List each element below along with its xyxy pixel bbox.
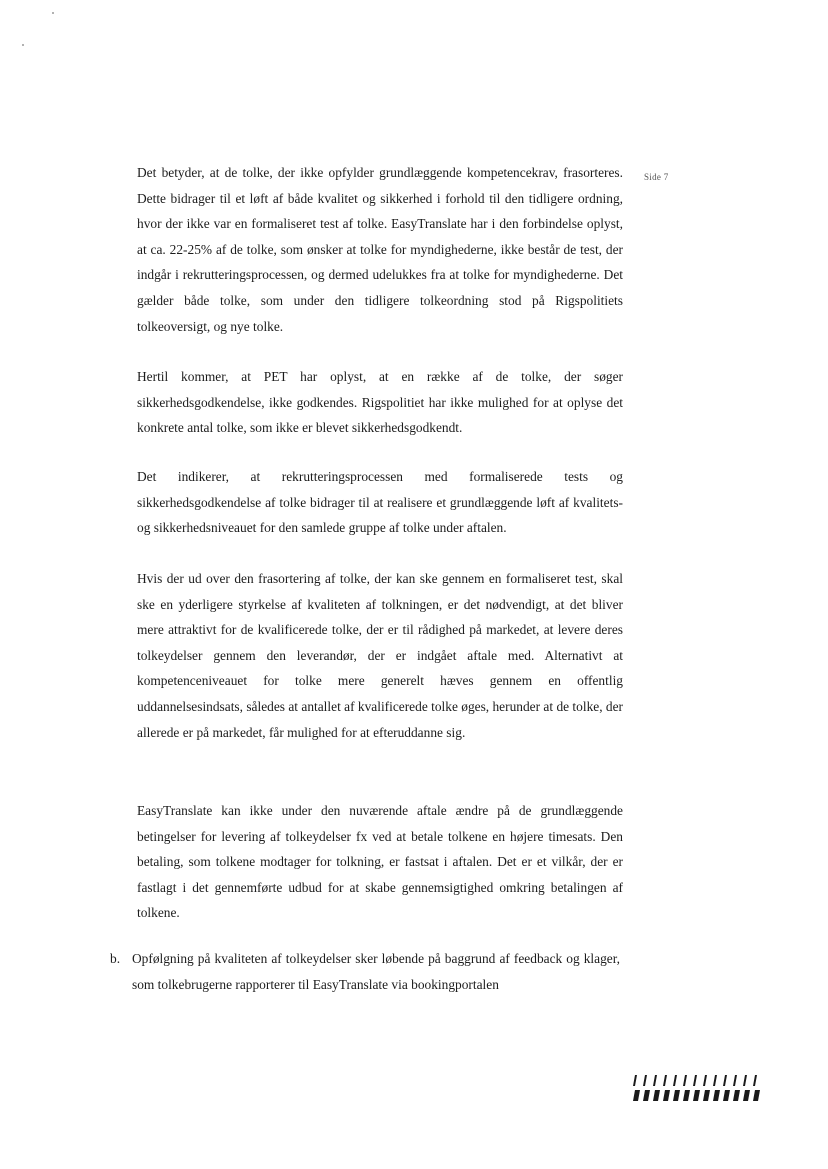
page-number: Side 7 xyxy=(644,172,669,182)
paragraph-3: Det indikerer, at rekrutteringsprocessen med formaliserede tests og sikkerhedsgodkendelse af tolke bidrager til at realisere et grundlæggende løft af kvalitets- og sikkerhedsniveauet for den samlede gruppe af tolke under aftalen. xyxy=(137,469,623,536)
barcode-icon xyxy=(632,1075,764,1103)
scan-speck xyxy=(22,44,24,46)
paragraph-5: EasyTranslate kan ikke under den nuværende aftale ændre på de grundlæggende betingelser for levering af tolkeydelser fx ved at betale tolkene en højere timesats. Den betaling, som tolkene modtager for tolkning, er fastsat i aftalen. Det er et vilkår, der er fastlagt i det gennemførte udbud for at skabe gennemsigtighed omkring betalingen af tolkene. xyxy=(137,803,623,921)
paragraph-4: Hvis der ud over den frasortering af tolke, der kan ske gennem en formaliseret test, skal ske en yderligere styrkelse af kvaliteten af tolkningen, er det nødvendigt, at det bliver mere attraktivt for de kvalificerede tolke, der er til rådighed på markedet, at levere deres tolkeydelser gennem den leverandør, der er indgået aftale med. Alternativt at kompetenceniveauet for tolke mere generelt hæves gennem en offentlig uddannelsesindsats, således at antallet af kvalificerede tolke øges, herunder at de tolke, der allerede er på markedet, får mulighed for at efteruddanne sig. xyxy=(137,571,623,740)
paragraph-2: Hertil kommer, at PET har oplyst, at en række af de tolke, der søger sikkerhedsgodkendelse, ikke godkendes. Rigspolitiet har ikke mulighed for at oplyse det konkrete antal tolke, som ikke er blevet sikkerhedsgodkendt. xyxy=(137,369,623,436)
list-item-text: Opfølgning på kvaliteten af tolkeydelser sker løbende på baggrund af feedback og klager, som tolkebrugerne rapporterer til EasyTranslate via bookingportalen xyxy=(132,951,620,992)
scan-speck xyxy=(52,12,54,14)
paragraph-1: Det betyder, at de tolke, der ikke opfylder grundlæggende kompetencekrav, frasorteres. Dette bidrager til et løft af både kvalitet og sikkerhed i forhold til den tidligere ordning, hvor der ikke var en formaliseret test af tolke. EasyTranslate har i den forbindelse oplyst, at ca. 22-25% af de tolke, som ønsker at tolke for myndighederne, ikke består de test, der indgår i rekrutteringsprocessen, og dermed udelukkes fra at tolke for myndighederne. Det gælder både tolke, som under den tidligere tolkeordning stod på Rigspolitiets tolkeoversigt, og nye tolke. xyxy=(137,165,623,334)
list-marker: b. xyxy=(110,951,121,966)
